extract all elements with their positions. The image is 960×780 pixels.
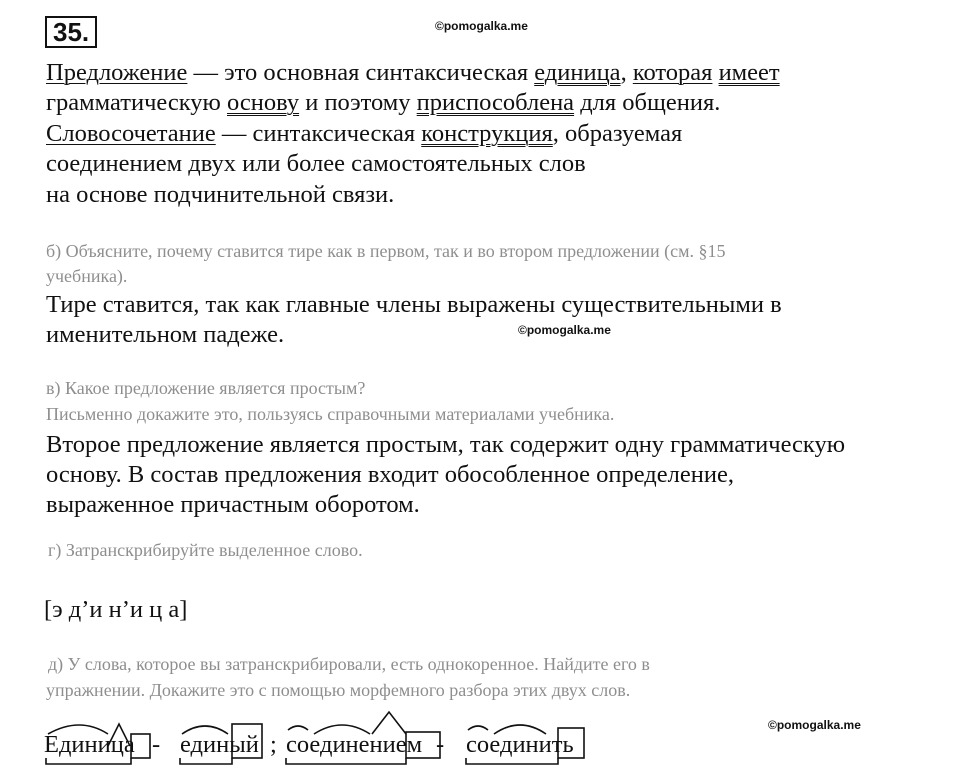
text-fragment: и поэтому	[299, 89, 417, 116]
watermark-top: ©pomogalka.me	[435, 19, 528, 33]
ending-box-icon	[406, 732, 440, 758]
watermark-bottom: ©pomogalka.me	[768, 718, 861, 732]
morpheme-word-edinitsa: Единица	[44, 731, 135, 758]
watermark-middle: ©pomogalka.me	[518, 323, 611, 337]
base-bracket-icon	[180, 758, 232, 764]
morpheme-word-soedinit: соединить	[466, 731, 574, 758]
answer-v-line-1: Второе предложение является простым, так содержит одну грамматическую	[46, 431, 846, 458]
text-line-5: на основе подчинительной связи.	[46, 181, 395, 208]
root-arc-icon	[314, 725, 370, 734]
morpheme-word-ediniy: единый	[180, 731, 259, 758]
text-fragment: ,	[620, 59, 633, 86]
suffix-caret-icon	[108, 724, 130, 746]
answer-v-line-2: основу. В состав предложения входит обособленное определение,	[46, 461, 734, 488]
ending-box-icon	[232, 724, 262, 758]
base-bracket-icon	[46, 758, 131, 764]
prefix-corner-icon	[288, 726, 308, 730]
prefix-corner-icon	[468, 726, 488, 730]
text-fragment: — синтаксическая	[215, 120, 422, 147]
object-osnovu: основу	[227, 89, 300, 116]
subject-slovosochetanie: Словосочетание	[46, 120, 216, 147]
text-fragment: — это основная синтаксическая	[187, 59, 535, 86]
text-line-4: соединением двух или более самостоятельных слов	[46, 150, 586, 177]
base-bracket-icon	[466, 758, 558, 764]
root-arc-icon	[48, 725, 108, 734]
question-d-line-1: д) У слова, которое вы затранскрибировали, есть однокоренное. Найдите его в	[48, 654, 650, 674]
separator-dash: -	[436, 731, 445, 758]
question-v-line-1: в) Какое предложение является простым?	[46, 378, 366, 398]
question-b-line-2: учебника).	[46, 266, 128, 286]
answer-v-line-3: выраженное причастным оборотом.	[46, 491, 420, 518]
subject-predlozhenie: Предложение	[46, 59, 188, 86]
question-v-line-2: Письменно докажите это, пользуясь справочными материалами учебника.	[46, 404, 615, 424]
answer-b-line-1: Тире ставится, так как главные члены выражены существительными в	[46, 291, 782, 318]
ending-box-icon	[131, 734, 150, 758]
question-g: г) Затранскрибируйте выделенное слово.	[48, 540, 363, 560]
answer-b-line-2: именительном падеже.	[46, 321, 285, 348]
separator-dash: -	[152, 731, 161, 758]
predicate-edinitsa: единица	[534, 59, 621, 86]
text-fragment: для общения.	[574, 89, 721, 116]
root-arc-icon	[182, 726, 228, 734]
text-fragment: грамматическую	[46, 89, 227, 116]
exercise-number: 35.	[45, 16, 97, 48]
text-fragment: , образуемая	[552, 120, 683, 147]
base-bracket-icon	[286, 758, 406, 764]
root-arc-icon	[494, 725, 546, 734]
suffix-caret-icon	[372, 712, 406, 734]
transcription: [э д’и н’и ц а]	[44, 596, 188, 623]
separator-semicolon: ;	[270, 731, 277, 758]
question-d-line-2: упражнении. Докажите это с помощью морфемного разбора этих двух слов.	[46, 680, 631, 700]
subject-kotoraya: которая	[632, 59, 713, 86]
predicate-prisposoblena: приспособлена	[416, 89, 575, 116]
morpheme-word-soedineniem: соединением	[286, 731, 423, 758]
ending-box-icon	[558, 728, 584, 758]
predicate-konstruktsiya: конструкция	[421, 120, 553, 147]
question-b-line-1: б) Объясните, почему ставится тире как в первом, так и во втором предложении (см. §15	[46, 241, 726, 261]
predicate-imeet: имеет	[718, 59, 780, 86]
